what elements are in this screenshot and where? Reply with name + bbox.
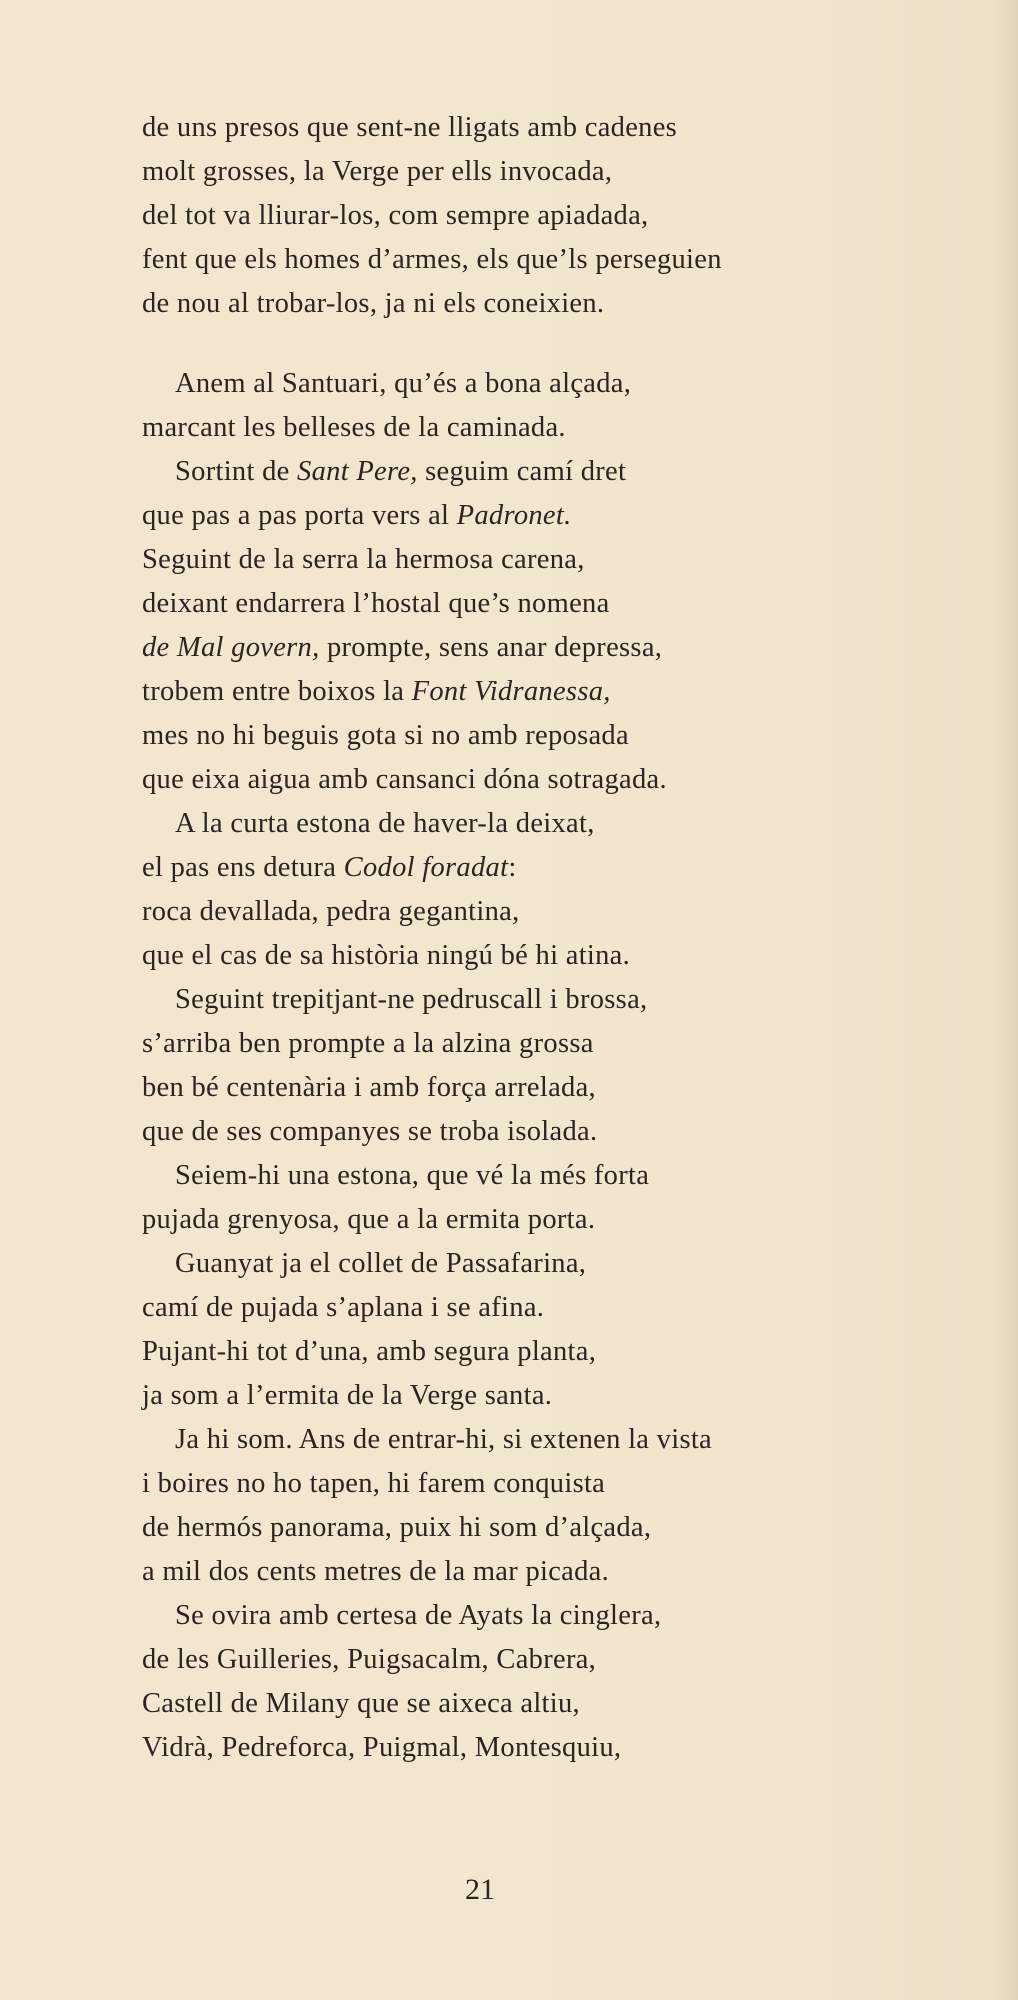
poem-line: s’arriba ben prompte a la alzina grossa [142,1028,594,1059]
poem-line: que de ses companyes se troba isolada. [142,1116,598,1147]
poem-line: roca devallada, pedra gegantina, [142,896,520,927]
poem-line: de hermós panorama, puix hi som d’alçada, [142,1512,652,1543]
poem-line: que el cas de sa història ningú bé hi atina. [142,940,631,971]
poem-line: marcant les belleses de la caminada. [142,412,566,443]
poem-line: Vidrà, Pedreforca, Puigmal, Montesquiu, [142,1732,622,1763]
poem-line: de nou al trobar-los, ja ni els coneixien. [142,288,605,319]
poem-line: i boires no ho tapen, hi farem conquista [142,1468,606,1499]
poem-line: del tot va lliurar-los, com sempre apiadada, [142,200,649,231]
poem-line: mes no hi beguis gota si no amb reposada [142,720,629,751]
poem-line: Castell de Milany que se aixeca altiu, [142,1688,580,1719]
poem-line: Pujant-hi tot d’una, amb segura planta, [142,1336,597,1367]
poem-line: de uns presos que sent-ne lligats amb cadenes [142,112,678,143]
page-number: 21 [465,1873,495,1906]
poem-line: Seiem-hi una estona, que vé la més forta [175,1160,650,1191]
poem-line: fent que els homes d’armes, els que’ls perseguien [142,244,722,275]
poem-line: Se ovira amb certesa de Ayats la cinglera, [175,1600,662,1631]
poem-line: Seguint trepitjant-ne pedruscall i brossa, [175,984,648,1015]
poem-line: de les Guilleries, Puigsacalm, Cabrera, [142,1644,597,1675]
poem-line: pujada grenyosa, que a la ermita porta. [142,1204,596,1235]
poem-line: a mil dos cents metres de la mar picada. [142,1556,610,1587]
page-edge-shadow [996,0,1018,2000]
poem-line: Guanyat ja el collet de Passafarina, [175,1248,587,1279]
poem-line: A la curta estona de haver-la deixat, [175,808,595,839]
poem-line: Ja hi som. Ans de entrar-hi, si extenen la vista [175,1424,713,1455]
poem-line: camí de pujada s’aplana i se afina. [142,1292,545,1323]
poem-line: Anem al Santuari, qu’és a bona alçada, [175,368,632,399]
poem-line: que pas a pas porta vers al Padronet. [142,500,572,531]
poem-line: Seguint de la serra la hermosa carena, [142,544,585,575]
poem-line: trobem entre boixos la Font Vidranessa, [142,676,611,707]
poem-line: el pas ens detura Codol foradat: [142,852,517,883]
poem-line: ben bé centenària i amb força arrelada, [142,1072,596,1103]
poem-line: ja som a l’ermita de la Verge santa. [142,1380,553,1411]
poem-line: de Mal govern, prompte, sens anar depressa, [142,632,663,663]
poem-line: molt grosses, la Verge per ells invocada, [142,156,613,187]
poem-line: Sortint de Sant Pere, seguim camí dret [175,456,627,487]
poem-line: deixant endarrera l’hostal que’s nomena [142,588,610,619]
poem-line: que eixa aigua amb cansanci dóna sotragada. [142,764,667,795]
